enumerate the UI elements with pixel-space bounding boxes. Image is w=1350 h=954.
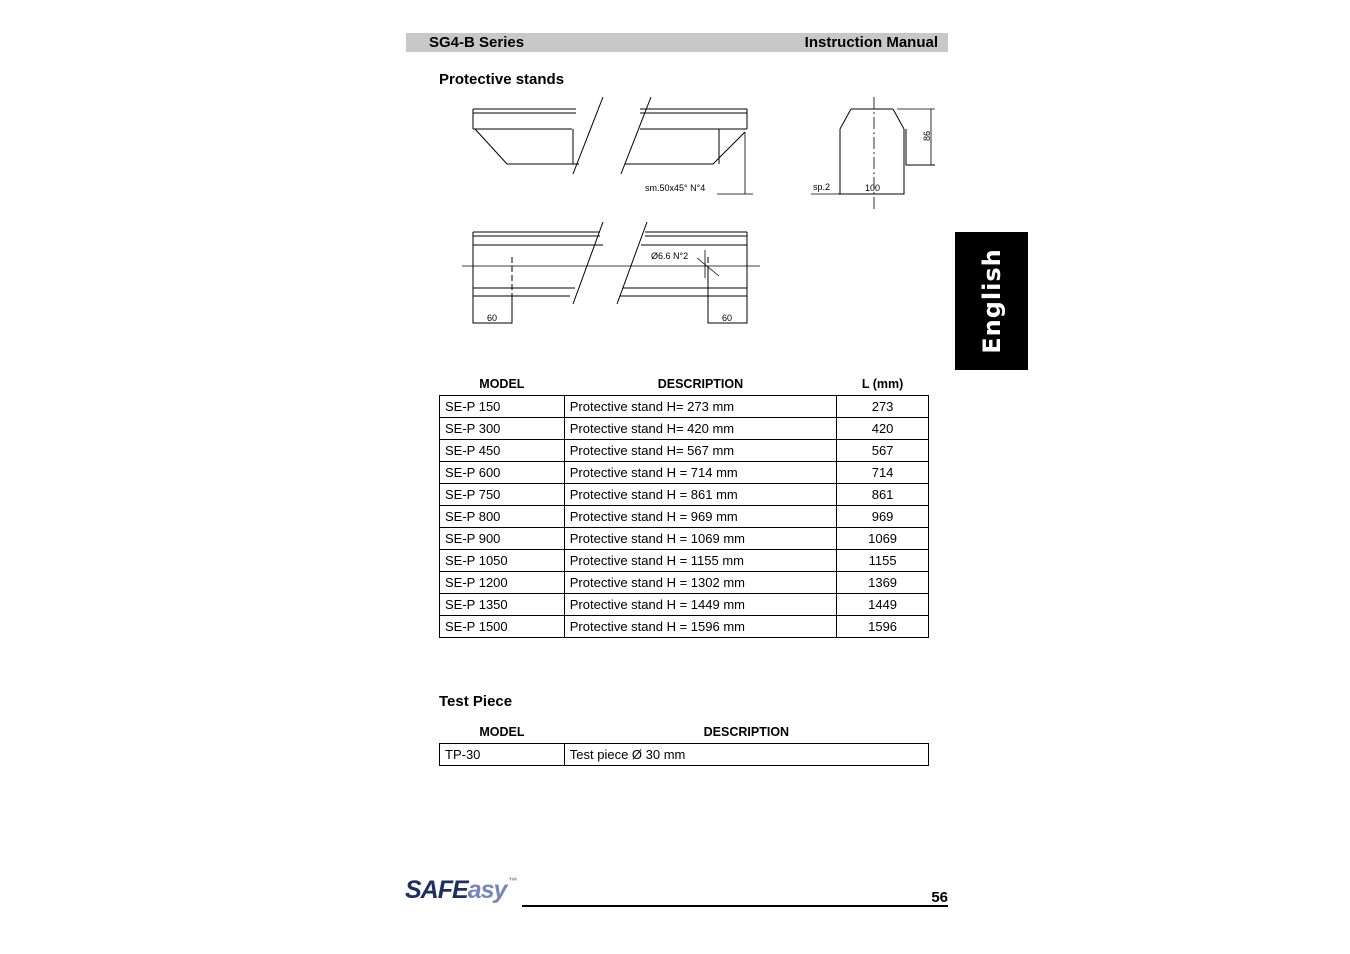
logo-trademark: ™: [508, 876, 517, 886]
left-dimension: 60: [487, 313, 498, 323]
column-header: DESCRIPTION: [703, 725, 790, 739]
table-row: [440, 616, 929, 638]
table-cell: SE-P 1500: [440, 616, 565, 638]
logo-part-asy: asy: [467, 876, 507, 904]
header-manual-title: Instruction Manual: [804, 34, 938, 51]
table-cell: 861: [837, 484, 929, 506]
chamfer-note: sm.50x45° N°4: [645, 183, 706, 193]
table-header-row: [440, 373, 929, 396]
language-tab-label: English: [977, 248, 1006, 354]
table-cell: TP-30: [440, 744, 565, 766]
hole-note: Ø6.6 N°2: [651, 251, 689, 261]
table-row: [440, 744, 929, 766]
column-header: DESCRIPTION: [657, 377, 744, 391]
safeasy-logo: [405, 876, 516, 905]
footer-rule: [522, 905, 948, 907]
table-cell: Protective stand H = 1155 mm: [564, 550, 836, 572]
column-header: MODEL: [479, 725, 525, 739]
test-piece-section-title: Test Piece: [439, 693, 513, 710]
stands-section-title: Protective stands: [439, 71, 565, 88]
table-cell: SE-P 1050: [440, 550, 565, 572]
table-row: [440, 528, 929, 550]
column-header: MODEL: [479, 377, 525, 391]
table-cell: Protective stand H = 1069 mm: [564, 528, 836, 550]
table-cell: 969: [837, 506, 929, 528]
table-cell: Protective stand H= 567 mm: [564, 440, 836, 462]
page-number: 56: [931, 889, 948, 906]
table-cell: 1596: [837, 616, 929, 638]
width-label: 100: [865, 183, 881, 193]
table-cell: 1449: [837, 594, 929, 616]
column-header: L (mm): [861, 377, 904, 391]
table-cell: Protective stand H= 273 mm: [564, 396, 836, 418]
language-tab: [955, 232, 1028, 370]
table-cell: Test piece Ø 30 mm: [564, 744, 928, 766]
table-row: [440, 418, 929, 440]
table-row: [440, 396, 929, 418]
table-cell: 714: [837, 462, 929, 484]
table-cell: SE-P 600: [440, 462, 565, 484]
table-cell: SE-P 1200: [440, 572, 565, 594]
table-cell: SE-P 150: [440, 396, 565, 418]
table-row: [440, 462, 929, 484]
table-cell: Protective stand H = 861 mm: [564, 484, 836, 506]
table-cell: SE-P 1350: [440, 594, 565, 616]
table-cell: 1069: [837, 528, 929, 550]
table-cell: Protective stand H = 1302 mm: [564, 572, 836, 594]
table-row: [440, 594, 929, 616]
table-cell: SE-P 750: [440, 484, 565, 506]
stand-drawing: [455, 92, 785, 332]
table-cell: Protective stand H = 1449 mm: [564, 594, 836, 616]
table-cell: 1155: [837, 550, 929, 572]
table-row: [440, 440, 929, 462]
stands-table: [439, 373, 929, 638]
sp-label: sp.2: [813, 182, 831, 192]
header-series: SG4-B Series: [429, 34, 525, 51]
table-cell: 273: [837, 396, 929, 418]
table-cell: 420: [837, 418, 929, 440]
table-cell: 567: [837, 440, 929, 462]
table-cell: SE-P 800: [440, 506, 565, 528]
table-row: [440, 572, 929, 594]
table-cell: SE-P 450: [440, 440, 565, 462]
logo-part-safe: SAFE: [405, 876, 468, 904]
stand-side-view: [805, 92, 945, 217]
table-row: [440, 484, 929, 506]
height-label: 86: [922, 130, 932, 141]
table-header-row: [440, 721, 929, 744]
table-cell: 1369: [837, 572, 929, 594]
table-row: [440, 506, 929, 528]
table-cell: Protective stand H= 420 mm: [564, 418, 836, 440]
test-piece-table: [439, 721, 929, 766]
table-row: [440, 550, 929, 572]
table-cell: Protective stand H = 714 mm: [564, 462, 836, 484]
table-cell: Protective stand H = 969 mm: [564, 506, 836, 528]
table-cell: SE-P 300: [440, 418, 565, 440]
table-cell: Protective stand H = 1596 mm: [564, 616, 836, 638]
right-dimension: 60: [722, 313, 733, 323]
table-cell: SE-P 900: [440, 528, 565, 550]
